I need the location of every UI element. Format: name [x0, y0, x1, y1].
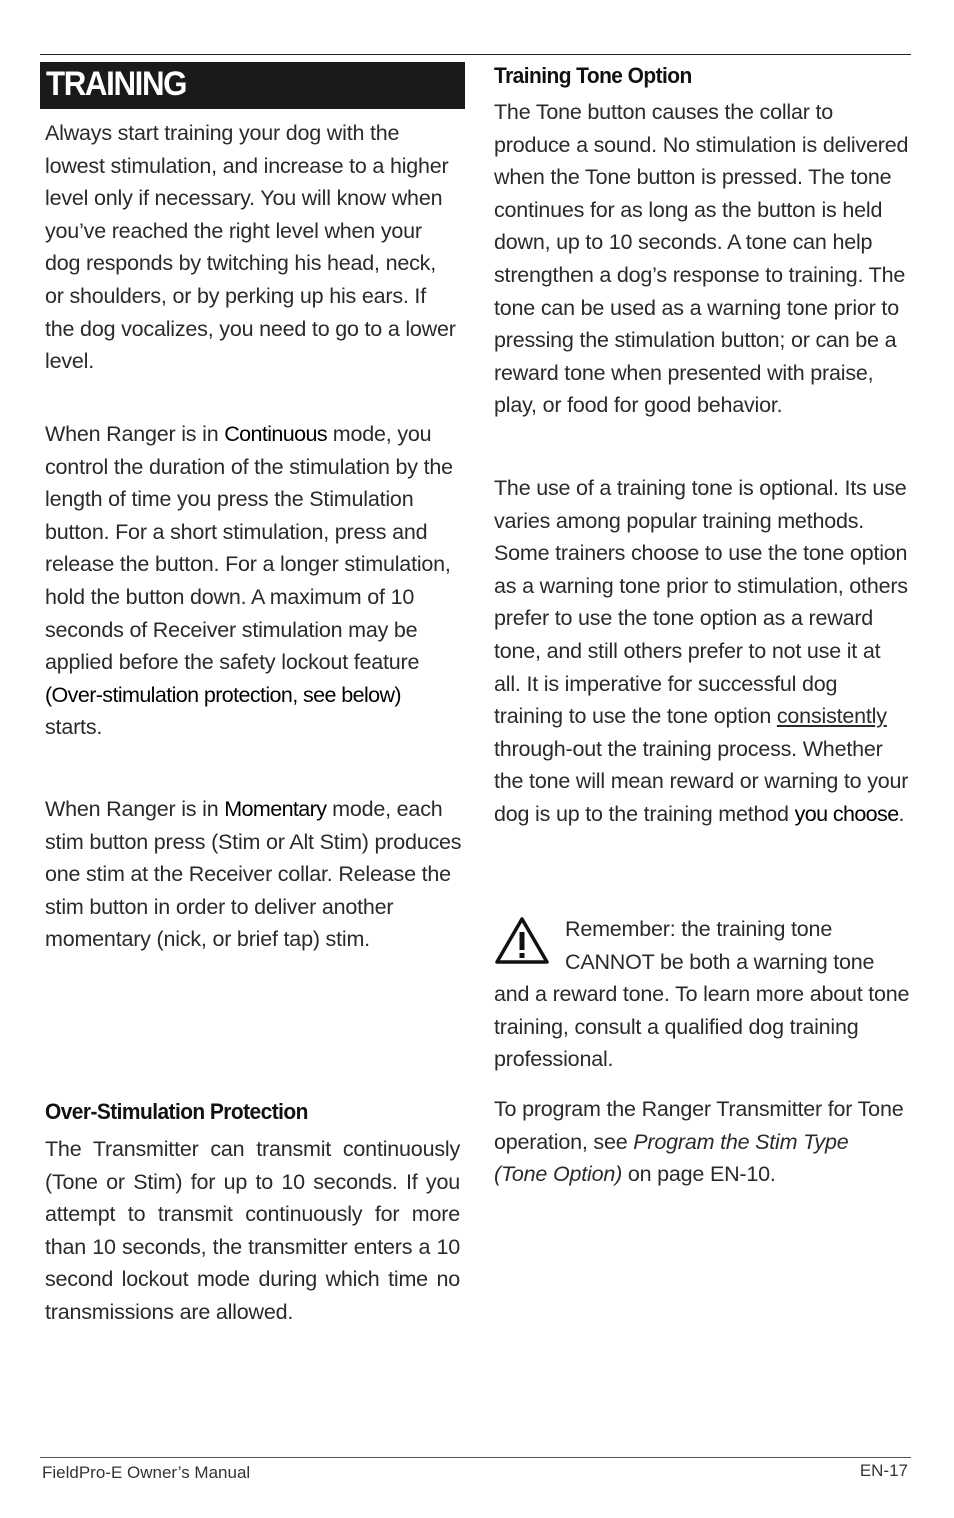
text-run: When Ranger is in — [45, 422, 225, 446]
training-tone-heading: Training Tone Option — [494, 63, 692, 88]
over-stimulation-heading: Over-Stimulation Protection — [45, 1099, 308, 1124]
section-title-bar — [40, 62, 465, 109]
top-rule — [40, 54, 911, 55]
section-title: TRAINING — [46, 65, 187, 103]
warning-triangle-icon — [494, 916, 550, 966]
text-run: mode, you control the duration of the stimulation by the length of time you press the Stimulation button. For a short stimulation, press and release the button. For a longer stimulation, hold the button down. A maximum of 10 seconds of Receiver stimulation may be applied before the safety lockout feature — [45, 422, 453, 675]
intro-paragraph: Always start training your dog with the lowest stimulation, and increase to a higher level only if necessary. You will know when you’ve reached the right level when your dog responds by twitching his head, neck, or shoulders, or by perking up his ears. If the dog vocalizes, you need to go to a lower level. — [45, 121, 456, 374]
over-stimulation-paragraph: The Transmitter can transmit continuously (Tone or Stim) for up to 10 seconds. If you attempt to transmit continuously for more than 10 seconds, the transmitter enters a 10 second lockout mode during which time no transmissions are allowed. — [45, 1137, 460, 1324]
text-run: When Ranger is in — [45, 797, 225, 821]
continuous-mode-paragraph — [45, 418, 460, 744]
text-run: . — [898, 801, 905, 826]
program-tone-paragraph — [494, 1093, 904, 1191]
text-run: through-out the training process. Whether the tone will mean reward or warning to your dog is up to the training method — [494, 736, 909, 826]
warning-line-1: Remember: the training tone — [565, 917, 833, 941]
warning-line-2: CANNOT be both a warning tone — [565, 950, 875, 974]
continuous-mode-term: Continuous — [224, 422, 328, 446]
footer-page-number: EN-17 — [859, 1461, 908, 1480]
tone-button-paragraph: The Tone button causes the collar to produce a sound. No stimulation is delivered when the Tone button is pressed. The tone continues for as long as the button is held down, up to 10 seconds. A tone can help strengthen a dog’s response to training. The tone can be used as a warning tone prior to pressing the stimulation button; or can be a reward tone when presented with praise, play, or food for good behavior. — [494, 100, 909, 418]
text-run: The use of a training tone is optional. Its use varies among popular training methods. Some trainers choose to use the tone option as a warning tone prior to stimulation, others prefer to use the tone option as a reward tone, and still others prefer to not use it at all. It is imperative for successful dog training to use the tone option — [494, 476, 908, 729]
footer-rule — [40, 1457, 911, 1458]
you-choose-emphasis: you choose — [794, 801, 899, 826]
momentary-mode-paragraph — [45, 793, 465, 956]
program-stim-type-reference: Program the Stim Type (Tone Option) — [494, 1129, 849, 1187]
footer-manual-title: FieldPro-E Owner’s Manual — [42, 1463, 251, 1482]
warning-paragraph-rest: and a reward tone. To learn more about tone training, consult a qualified dog training professional. — [494, 982, 910, 1072]
text-run: on page EN-10. — [622, 1162, 776, 1187]
momentary-mode-term: Momentary — [224, 797, 327, 821]
over-stimulation-reference: (Over-stimulation protection, see below) — [45, 682, 401, 707]
consistently-emphasis: consistently — [776, 704, 887, 729]
text-run: To program the Ranger Transmitter for Tone operation, see — [494, 1097, 904, 1154]
text-run: starts. — [45, 715, 103, 740]
text-run: mode, each stim button press (Stim or Alt Stim) produces one stim at the Receiver collar. Release the stim button in order to deliver another momentary (nick, or brief tap) stim. — [45, 797, 462, 952]
tone-usage-paragraph — [494, 472, 910, 831]
